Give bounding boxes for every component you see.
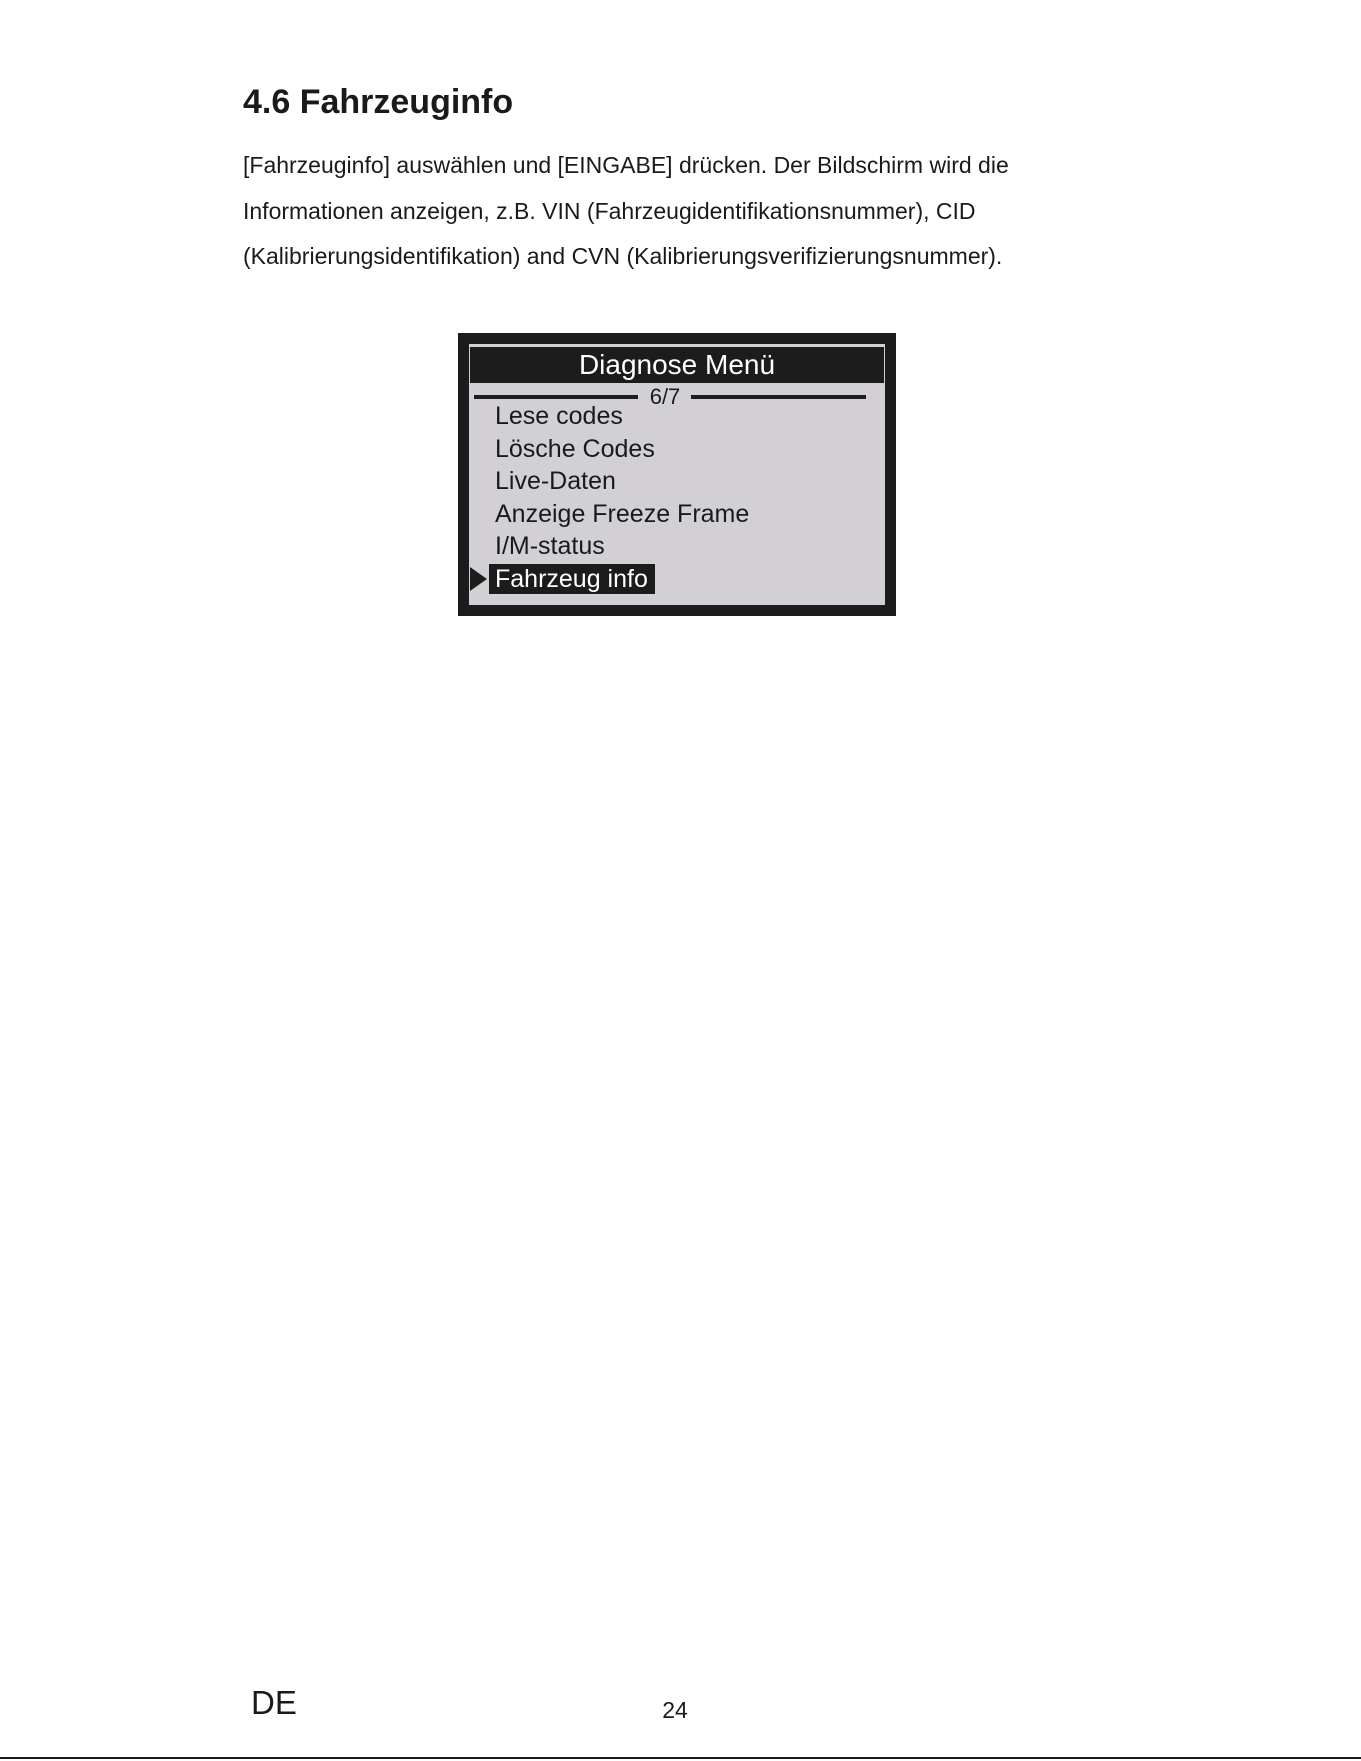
menu-item-loesche-codes[interactable]	[469, 433, 885, 466]
screen-display	[469, 344, 885, 605]
bottom-border	[0, 1757, 1361, 1759]
footer-language: DE	[251, 1684, 297, 1721]
paragraph-line: Informationen anzeigen, z.B. VIN (Fahrzeugidentifikationsnummer), CID	[243, 197, 976, 224]
paragraph-line: [Fahrzeuginfo] auswählen und [EINGABE] drücken. Der Bildschirm wird die	[243, 152, 1009, 178]
menu-item-label: Lese codes	[495, 402, 623, 430]
page-indicator: 6/7	[649, 384, 681, 409]
menu-item-im-status[interactable]	[469, 530, 885, 563]
divider-line	[691, 395, 866, 399]
divider-line	[474, 395, 638, 399]
menu-item-lese-codes[interactable]	[469, 400, 885, 433]
menu-item-live-daten[interactable]	[469, 465, 885, 498]
page-number: 24	[662, 1697, 688, 1723]
device-screen-illustration	[458, 333, 896, 616]
body-paragraph	[243, 143, 1123, 280]
section-heading: 4.6 Fahrzeuginfo	[243, 83, 514, 121]
menu-item-label: Fahrzeug info	[489, 564, 655, 594]
menu-item-fahrzeug-info[interactable]	[469, 563, 885, 596]
menu-item-freeze-frame[interactable]	[469, 498, 885, 531]
paragraph-line: (Kalibrierungsidentifikation) and CVN (Kalibrierungsverifizierungsnummer).	[243, 243, 1003, 269]
menu-item-label: Anzeige Freeze Frame	[495, 499, 750, 528]
menu-item-label: Live-Daten	[495, 467, 616, 496]
menu-item-label: I/M-status	[495, 532, 605, 561]
diagnose-menu-list	[469, 400, 885, 596]
menu-item-label: Lösche Codes	[495, 434, 655, 463]
screen-title-bar: Diagnose Menü	[470, 347, 884, 383]
triangle-right-icon	[470, 567, 487, 591]
